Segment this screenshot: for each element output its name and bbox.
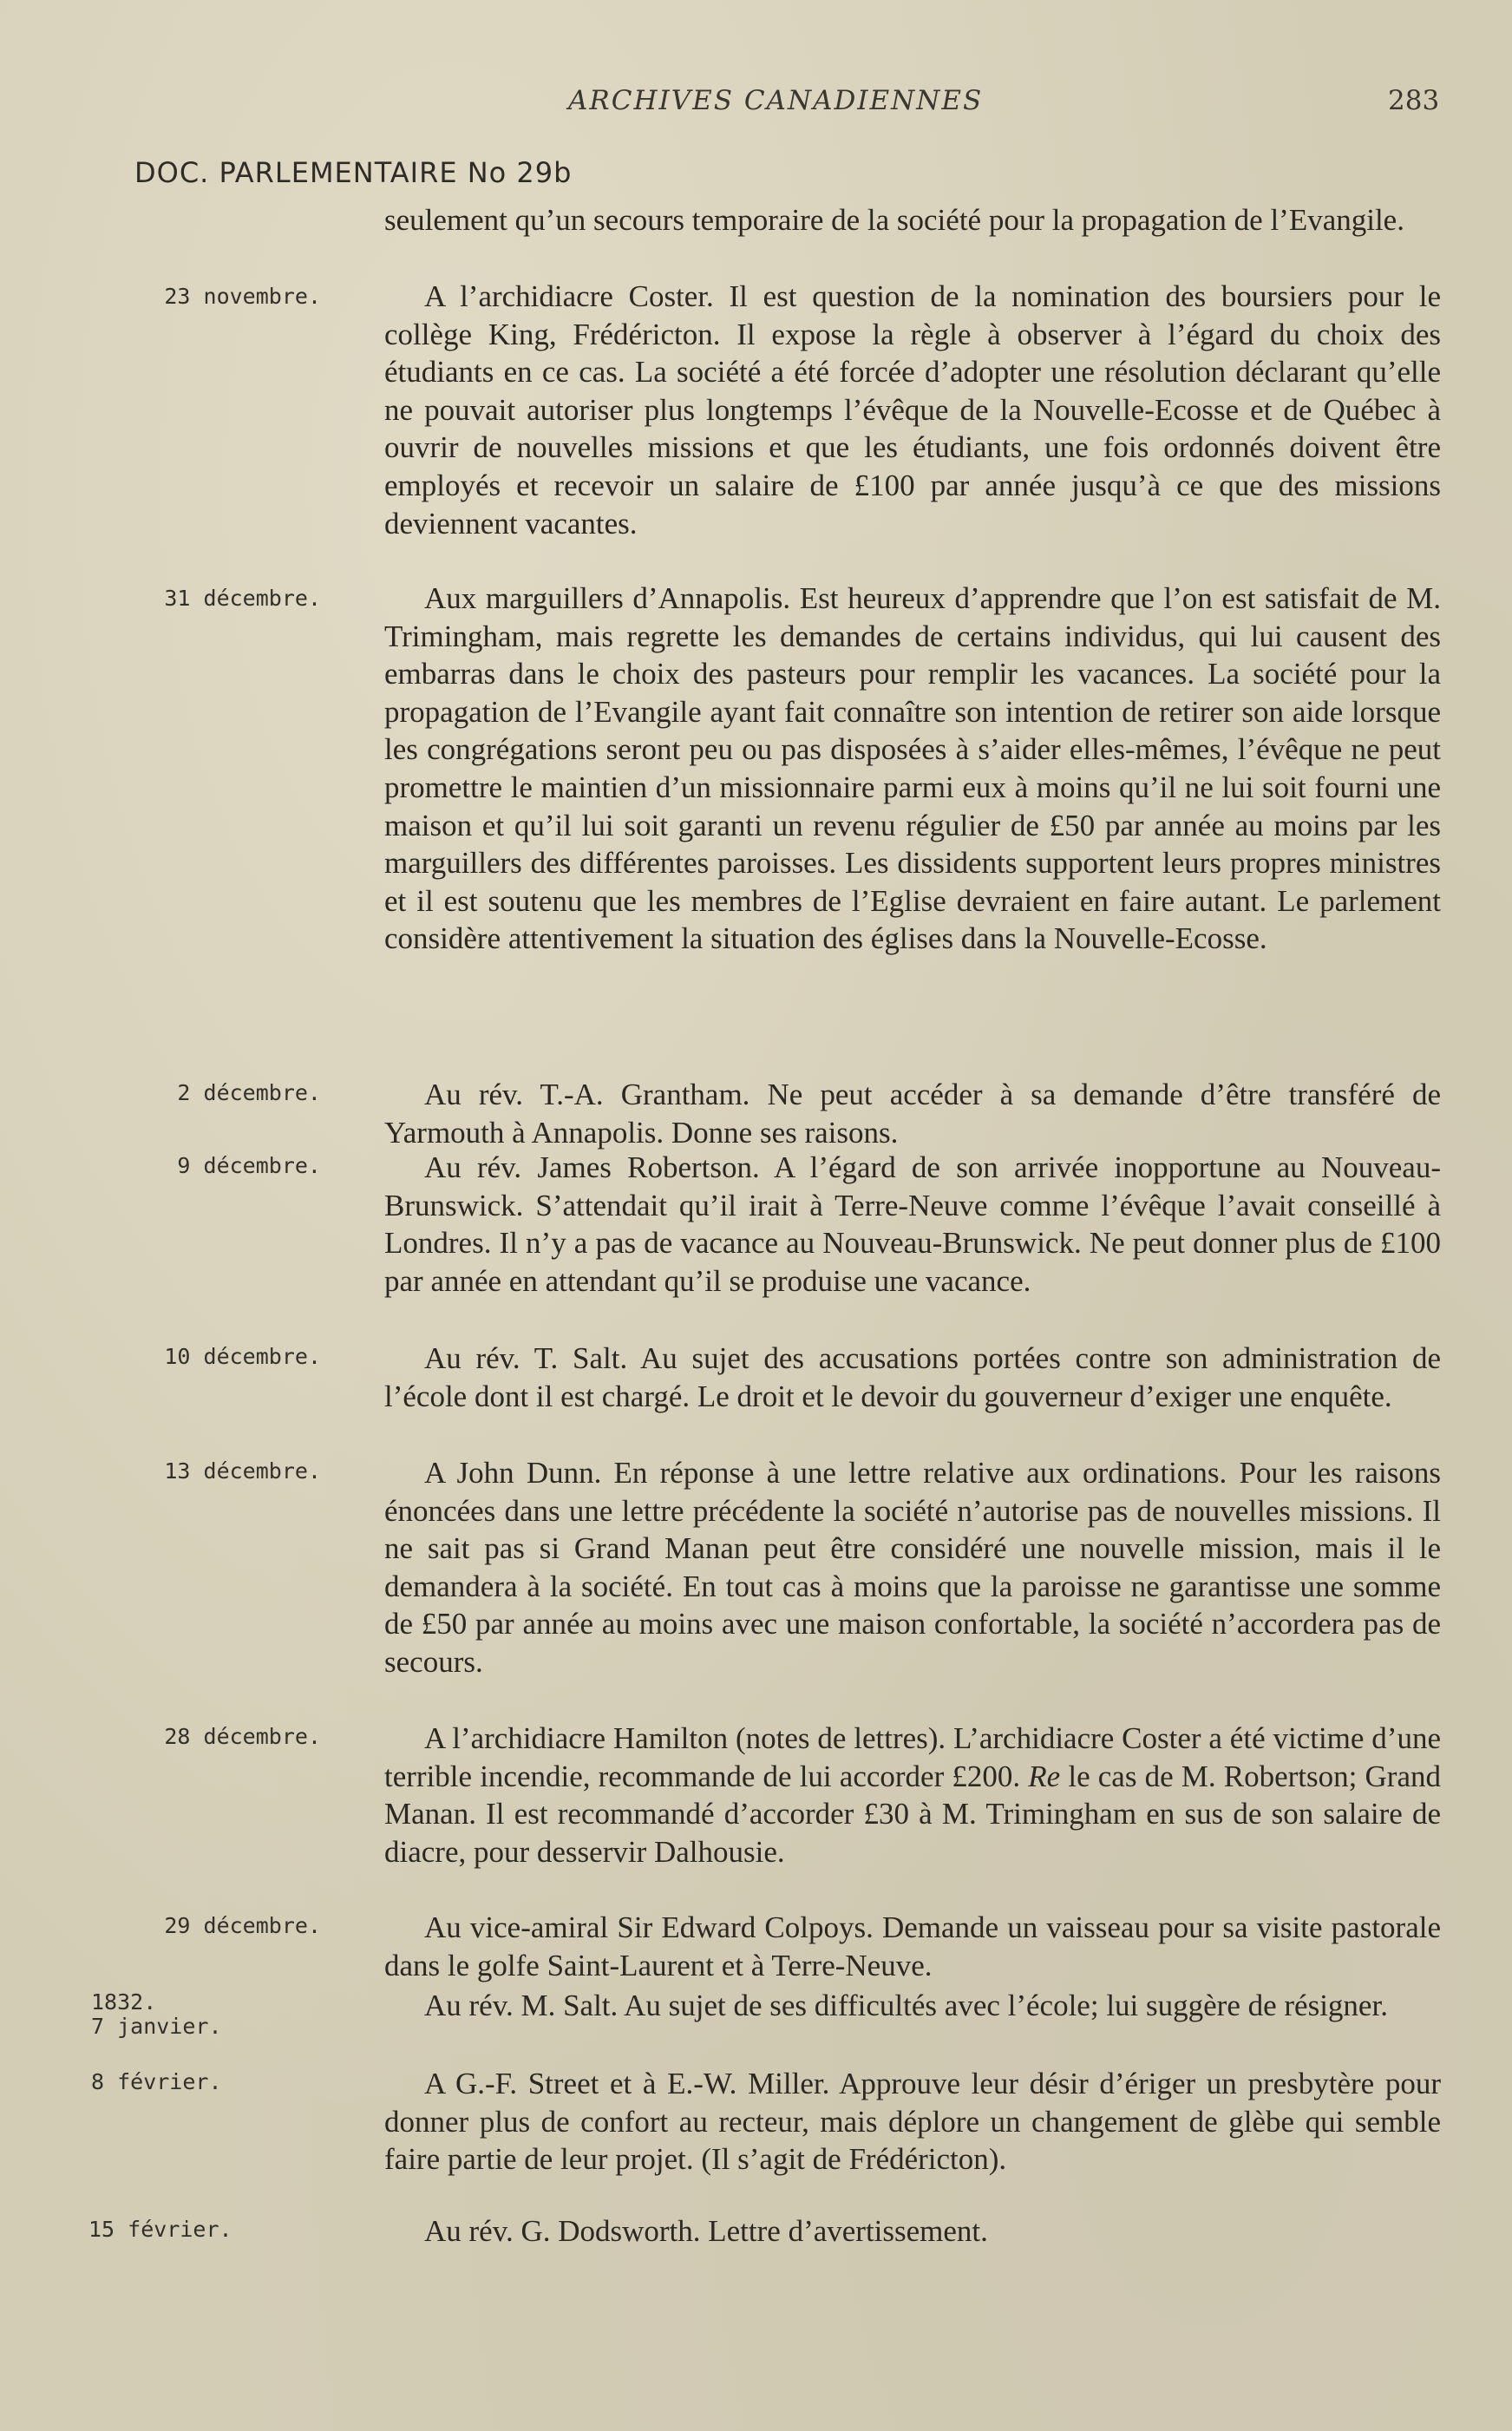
entry-text: Au rév. G. Dodsworth. Lettre d’avertissement.: [424, 2214, 988, 2248]
entry-date: 28 décembre.: [164, 1724, 321, 1749]
entry-text: Aux marguillers d’Annapolis. Est heureux d’apprendre que l’on est satisfait de M. Trimingham, mais regrette les demandes de certains individus, qui lui causent des embarras dans le choix des pasteurs pour remplir les vacances. La société pour la propagation de l’Evangile ayant fait connaître son intention de retirer son aide lorsque les congrégations seront peu ou pas disposées à s’aider elles-mêmes, l’évêque ne peut promettre le maintien d’un missionnaire parmi eux à moins qu’il ne lui soit fourni une maison et qu’il lui soit garanti un revenu régulier de £50 par année au moins par les marguillers des différentes paroisses. Les dissidents supportent leurs propres ministres et il est soutenu que les membres de l’Eglise devraient en faire autant. Le parlement considère attentivement la situation des églises dans la Nouvelle-Ecosse.: [384, 581, 1441, 956]
entry-text: A l’archidiacre Coster. Il est question de la nomination des boursiers pour le collège King, Frédéricton. Il expose la règle à observer à l’égard du choix des étudiants en ce cas. La société a été forcée d’adopter une résolution déclarant qu’elle ne pouvait autoriser plus longtemps l’évêque de la Nouvelle-Ecosse et de Québec à ouvrir de nouvelles missions et que les étudiants, une fois ordonnés doivent être employés et recevoir un salaire de £100 par année jusqu’à ce que des missions deviennent vacantes.: [384, 279, 1441, 541]
page-number: 283: [1388, 85, 1440, 116]
entry-date: 9 décembre.: [177, 1153, 321, 1178]
entry-date: 8 février.: [91, 2069, 222, 2094]
entry-date: 10 décembre.: [164, 1344, 321, 1369]
entry-date: 13 décembre.: [164, 1458, 321, 1484]
document-reference: DOC. PARLEMENTAIRE No 29b: [134, 156, 573, 189]
entry-text: Au rév. M. Salt. Au sujet de ses difficultés avec l’école; lui suggère de résigner.: [424, 1989, 1388, 2022]
entry-text: A l’archidiacre Hamilton (notes de lettres). L’archidiacre Coster a été victime d’une terrible incendie, recommande de lui accorder £200. Re le cas de M. Robertson; Grand Manan. Il est recommandé d’accorder £30 à M. Trimingham en sus de son salaire de diacre, pour desservir Dalhousie.: [384, 1721, 1441, 1869]
entry-text: Au rév. James Robertson. A l’égard de son arrivée inopportune au Nouveau-Brunswick. S’attendait qu’il irait à Terre-Neuve comme l’évêque l’avait conseillé à Londres. Il n’y a pas de vacance au Nouveau-Brunswick. Ne peut donner plus de £100 par année en attendant qu’il se produise une vacance.: [384, 1150, 1441, 1298]
entry-text: Au rév. T.-A. Grantham. Ne peut accéder à sa demande d’être transféré de Yarmouth à Annapolis. Donne ses raisons.: [384, 1078, 1441, 1150]
continuation-text: seulement qu’un secours temporaire de la société pour la propagation de l’Evangile.: [384, 203, 1404, 237]
entry-date: 2 décembre.: [177, 1080, 321, 1105]
entry-date: 23 novembre.: [164, 284, 321, 309]
entry-date: 15 février.: [88, 2217, 232, 2242]
entry-year: 1832.: [91, 1989, 157, 2015]
entry-date: 7 janvier.: [91, 2014, 222, 2039]
running-title: ARCHIVES CANADIENNES: [568, 85, 984, 116]
entry-date: 31 décembre.: [164, 586, 321, 611]
entry-text: Au rév. T. Salt. Au sujet des accusations portées contre son administration de l’école dont il est chargé. Le droit et le devoir du gouverneur d’exiger une enquête.: [384, 1341, 1441, 1413]
entry-text: Au vice-amiral Sir Edward Colpoys. Demande un vaisseau pour sa visite pastorale dans le golfe Saint-Laurent et à Terre-Neuve.: [384, 1910, 1441, 1982]
entry-date: 29 décembre.: [164, 1913, 321, 1938]
entry-text: A John Dunn. En réponse à une lettre relative aux ordinations. Pour les raisons énoncées dans une lettre précédente la société n’autorise pas de nouvelles missions. Il ne sait pas si Grand Manan peut être considéré une nouvelle mission, mais il le demandera à la société. En tout cas à moins que la paroisse ne garantisse une somme de £50 par année au moins avec une maison confortable, la société n’accordera pas de secours.: [384, 1456, 1441, 1679]
entry-text: A G.-F. Street et à E.-W. Miller. Approuve leur désir d’ériger un presbytère pour donner plus de confort au recteur, mais déplore un changement de glèbe qui semble faire partie de leur projet. (Il s’agit de Frédéricton).: [384, 2067, 1441, 2177]
